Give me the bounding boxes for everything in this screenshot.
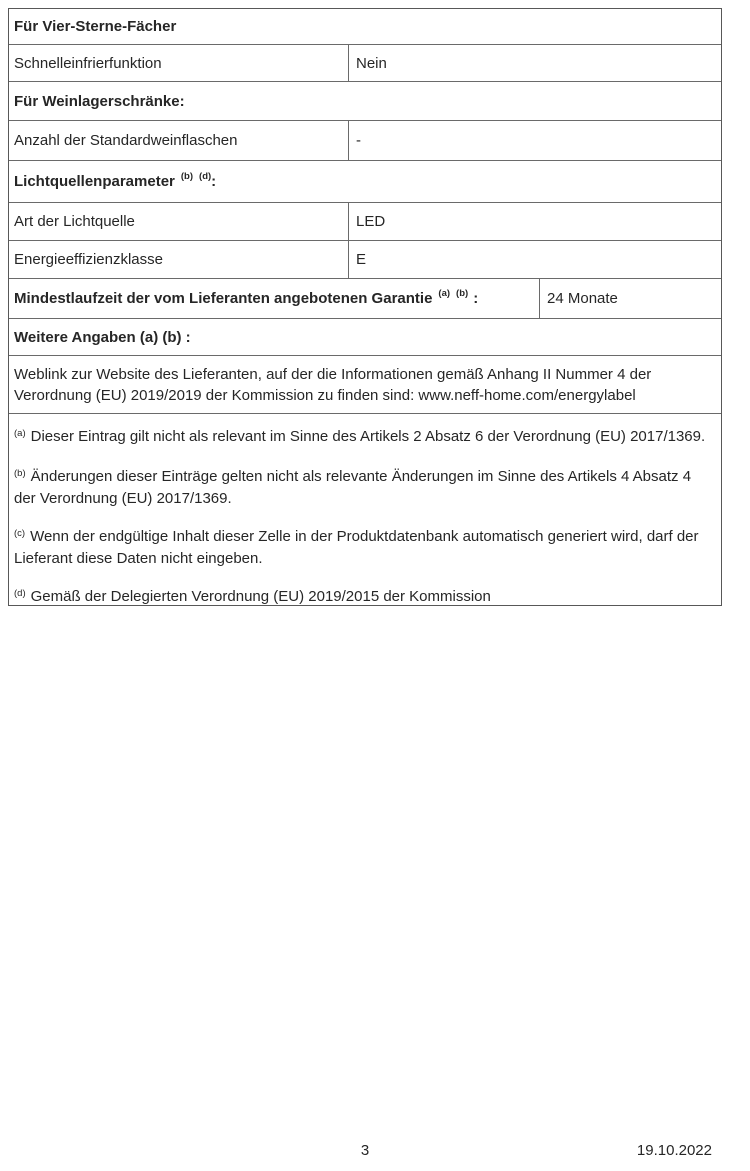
footnote-marker-a: (a) xyxy=(14,428,26,439)
row-value-energieeffizienzklasse: E xyxy=(356,251,367,268)
row-label-standardweinflaschen: Anzahl der Standardweinflaschen xyxy=(9,121,349,160)
table-row xyxy=(9,356,721,414)
table-row xyxy=(9,121,721,161)
footnote-text-a: Dieser Eintrag gilt nicht als relevant im Sinne des Artikels 2 Absatz 6 der Verordnung (EU) 2017/1369. xyxy=(30,428,706,445)
footnote-a xyxy=(14,427,709,449)
footnote-text-c: Wenn der endgültige Inhalt dieser Zelle in der Produktdatenbank automatisch generiert wird, darf der Lieferant diese Daten nicht eingeben. xyxy=(14,528,699,567)
section-header-text: Lichtquellenparameter xyxy=(14,173,175,190)
row-value-schnelleinfrierfunktion: Nein xyxy=(356,54,387,72)
section-header-colon: : xyxy=(211,173,217,190)
footnote-ref-a: (a) xyxy=(438,288,451,299)
table-row xyxy=(9,82,721,121)
table-row xyxy=(9,161,721,203)
footnotes-block xyxy=(9,414,721,605)
table-row xyxy=(9,241,721,279)
supplier-weblink-url: www.neff-home.com/energylabel xyxy=(418,387,636,404)
weblink-text: Weblink zur Website des Lieferanten, auf der die Informationen gemäß Anhang II Nummer 4 der Verordnung (EU) 2019/2019 der Kommission zu finden sind: xyxy=(14,366,652,404)
table-row xyxy=(9,319,721,356)
row-value-art-der-lichtquelle: LED xyxy=(356,213,386,230)
section-header-vier-sterne-faecher: Für Vier-Sterne-Fächer xyxy=(14,18,177,35)
section-header-weitere-angaben: Weitere Angaben (a) (b) : xyxy=(14,328,191,346)
footnote-ref-b: (b) xyxy=(180,171,194,182)
row-label-art-der-lichtquelle: Art der Lichtquelle xyxy=(9,203,349,240)
row-value-garantie-mindestlaufzeit: 24 Monate xyxy=(547,290,618,307)
table-row xyxy=(9,45,721,82)
table-row xyxy=(9,414,721,605)
footnote-marker-d: (d) xyxy=(14,588,26,599)
weblink-paragraph xyxy=(9,356,721,413)
footnote-text-d: Gemäß der Delegierten Verordnung (EU) 2019/2015 der Kommission xyxy=(30,588,491,605)
table-row xyxy=(9,9,721,45)
product-datasheet-table xyxy=(8,8,722,606)
section-header-weinlagerschraenke: Für Weinlagerschränke: xyxy=(14,92,185,110)
table-row xyxy=(9,279,721,319)
row-label-garantie-mindestlaufzeit xyxy=(9,279,540,318)
row-label-text: Mindestlaufzeit der vom Lieferanten angebotenen Garantie xyxy=(14,290,433,307)
row-value-standardweinflaschen: - xyxy=(356,132,361,149)
page-number: 3 xyxy=(360,1142,370,1159)
footnote-b xyxy=(14,467,709,509)
document-date: 19.10.2022 xyxy=(636,1142,712,1159)
table-row xyxy=(9,203,721,241)
footnote-text-b: Änderungen dieser Einträge gelten nicht als relevante Änderungen im Sinne des Artikels 4 Absatz 4 der Verordnung (EU) 2017/1369. xyxy=(14,468,692,507)
footnote-ref-d: (d) xyxy=(199,171,212,182)
footnote-ref-b: (b) xyxy=(456,288,469,299)
section-header-lichtquellenparameter xyxy=(9,161,721,202)
footnote-c xyxy=(14,527,709,569)
row-label-colon: : xyxy=(473,290,479,307)
row-label-energieeffizienzklasse: Energieeffizienzklasse xyxy=(9,241,349,278)
footnote-marker-b: (b) xyxy=(14,468,26,479)
footnote-marker-c: (c) xyxy=(14,528,26,539)
row-label-schnelleinfrierfunktion: Schnelleinfrierfunktion xyxy=(9,45,349,81)
footnote-d xyxy=(14,587,709,609)
